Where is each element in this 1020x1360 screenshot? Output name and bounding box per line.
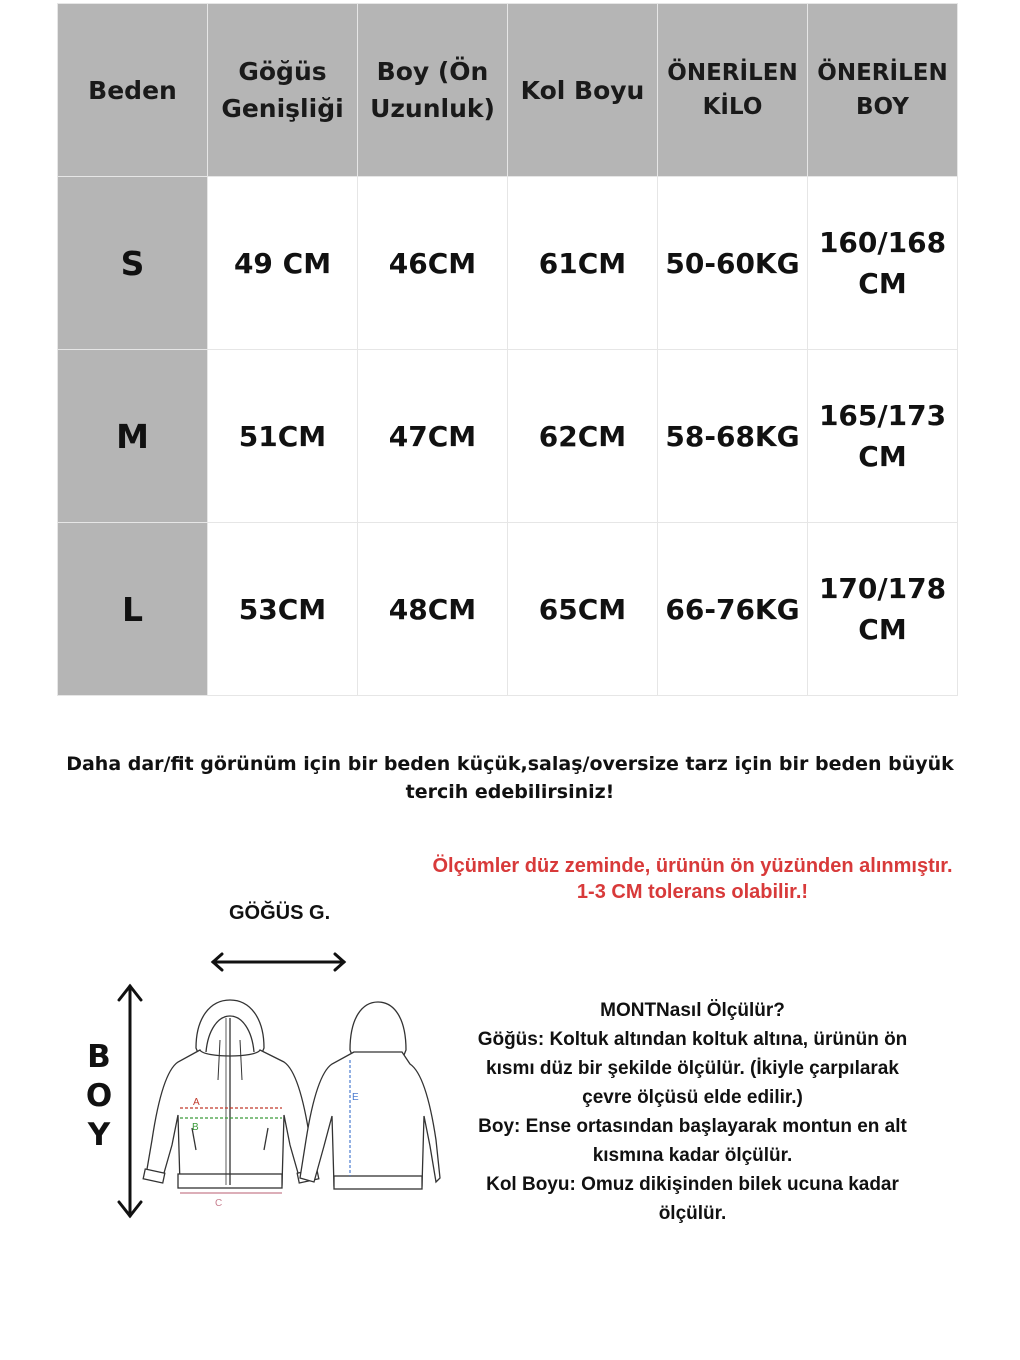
size-cell: L	[58, 523, 208, 696]
header-onerilen-kilo: ÖNERİLEN KİLO	[658, 4, 808, 177]
header-gogus: Göğüs Genişliği	[208, 4, 358, 177]
howto-sleeve: Kol Boyu: Omuz dikişinden bilek ucuna kadar ölçülür.	[486, 1174, 899, 1224]
table-cell: 49 CM	[208, 177, 358, 350]
howto-length: Boy: Ense ortasından başlayarak montun en alt kısmına kadar ölçülür.	[478, 1116, 907, 1166]
mark-c-label: C	[215, 1198, 223, 1209]
length-letter: O	[85, 1078, 113, 1114]
chest-arrow-icon	[213, 954, 344, 970]
how-to-measure	[470, 996, 915, 1228]
table-cell: 58-68KG	[658, 350, 808, 523]
table-cell: 66-76KG	[658, 523, 808, 696]
chest-width-label: GÖĞÜS G.	[229, 902, 331, 924]
table-cell: 165/173 CM	[808, 350, 958, 523]
fit-advice-note: Daha dar/fit görünüm için bir beden küçük,salaş/oversize tarz için bir beden büyük tercih edebilirsiniz!	[66, 753, 954, 803]
table-cell: 53CM	[208, 523, 358, 696]
warning-line-1: Ölçümler düz zeminde, ürünün ön yüzünden alınmıştır.	[432, 855, 953, 877]
mark-a-label: A	[193, 1097, 200, 1108]
length-arrow-icon	[119, 986, 141, 1216]
size-chart-table	[57, 3, 958, 696]
howto-chest: Göğüs: Koltuk altından koltuk altına, ürünün ön kısmı düz bir şekilde ölçülür. (İkiyle çarpılarak çevre ölçüsü elde edilir.)	[477, 1029, 908, 1108]
table-cell: 50-60KG	[658, 177, 808, 350]
size-cell: M	[58, 350, 208, 523]
mark-b-label: B	[192, 1122, 199, 1133]
mark-e-label: E	[352, 1092, 359, 1103]
table-header-row	[58, 4, 958, 177]
length-letter: B	[87, 1039, 111, 1075]
table-cell: 160/168 CM	[808, 177, 958, 350]
table-cell: 51CM	[208, 350, 358, 523]
jacket-front-icon	[143, 1000, 319, 1188]
jacket-measurement-diagram	[100, 940, 450, 1225]
table-cell: 48CM	[358, 523, 508, 696]
table-row	[58, 523, 958, 696]
jacket-back-icon	[300, 1002, 440, 1189]
header-onerilen-boy: ÖNERİLEN BOY	[808, 4, 958, 177]
header-kol-boyu: Kol Boyu	[508, 4, 658, 177]
length-letter: Y	[87, 1117, 111, 1153]
table-row	[58, 177, 958, 350]
table-cell: 65CM	[508, 523, 658, 696]
table-cell: 170/178 CM	[808, 523, 958, 696]
table-cell: 61CM	[508, 177, 658, 350]
table-cell: 46CM	[358, 177, 508, 350]
table-row	[58, 350, 958, 523]
header-boy: Boy (Ön Uzunluk)	[358, 4, 508, 177]
measurement-warning	[405, 853, 980, 905]
warning-line-2: 1-3 CM tolerans olabilir.!	[576, 881, 809, 903]
header-beden: Beden	[58, 4, 208, 177]
howto-title: MONTNasıl Ölçülür?	[600, 1000, 785, 1021]
size-cell: S	[58, 177, 208, 350]
table-cell: 62CM	[508, 350, 658, 523]
table-cell: 47CM	[358, 350, 508, 523]
